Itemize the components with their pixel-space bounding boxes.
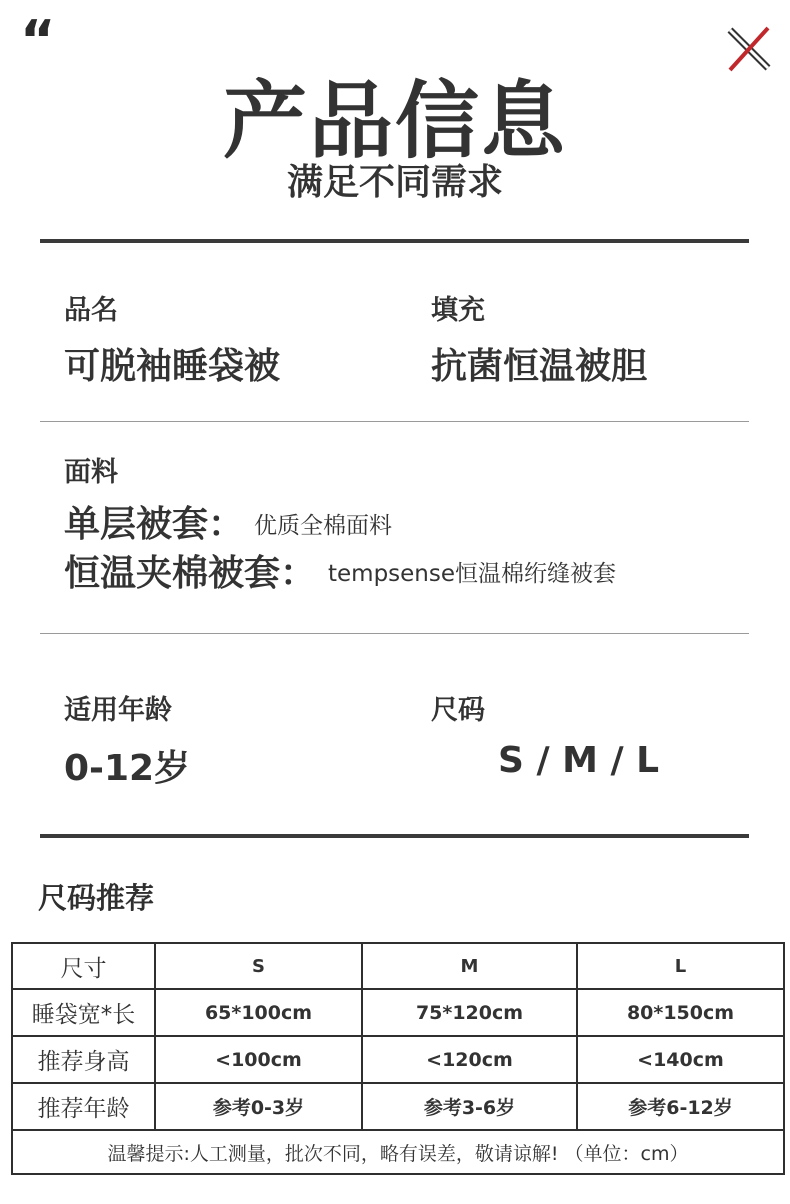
table-cell: 参考0-3岁 xyxy=(155,1083,362,1130)
size-table xyxy=(11,942,785,1175)
fabric-item-key: 恒温夹棉被套： xyxy=(64,553,317,594)
table-row-label: 睡袋宽*长 xyxy=(12,989,155,1036)
table-cell: 65*100cm xyxy=(155,989,362,1036)
table-row xyxy=(12,1083,784,1130)
table-header-cell: M xyxy=(362,943,577,989)
table-cell: <140cm xyxy=(577,1036,784,1083)
fabric-item-key: 单层被套： xyxy=(64,504,245,545)
table-note-row xyxy=(12,1130,784,1174)
table-cell: 75*120cm xyxy=(362,989,577,1036)
table-row-label: 推荐年龄 xyxy=(12,1083,155,1130)
table-row xyxy=(12,1036,784,1083)
table-header-row xyxy=(12,943,784,989)
section-divider xyxy=(40,239,749,243)
age-value: 0-12岁 xyxy=(64,748,191,789)
table-cell: 参考6-12岁 xyxy=(577,1083,784,1130)
page-title: 产品信息 xyxy=(222,72,567,170)
section-divider xyxy=(40,834,749,838)
table-cell: 参考3-6岁 xyxy=(362,1083,577,1130)
size-note: 温馨提示:人工测量，批次不同，略有误差，敬请谅解! （单位：cm） xyxy=(12,1130,784,1174)
quote-mark-decoration: “ xyxy=(20,9,56,72)
table-row xyxy=(12,989,784,1036)
fabric-item-value: 优质全棉面料 xyxy=(254,513,392,539)
fabric-item-value: tempsense恒温棉绗缝被套 xyxy=(328,561,617,587)
size-label: 尺码 xyxy=(431,695,485,726)
fill-label: 填充 xyxy=(431,295,485,326)
product-name-label: 品名 xyxy=(64,295,118,326)
fill-value: 抗菌恒温被胆 xyxy=(431,346,648,387)
section-divider xyxy=(40,633,749,634)
table-cell: <100cm xyxy=(155,1036,362,1083)
table-cell: 80*150cm xyxy=(577,989,784,1036)
table-header-cell: L xyxy=(577,943,784,989)
page-subtitle: 满足不同需求 xyxy=(286,162,503,203)
table-cell: <120cm xyxy=(362,1036,577,1083)
table-header-cell: 尺寸 xyxy=(12,943,155,989)
fabric-label: 面料 xyxy=(64,457,118,488)
table-row-label: 推荐身高 xyxy=(12,1036,155,1083)
table-header-cell: S xyxy=(155,943,362,989)
size-guide-title: 尺码推荐 xyxy=(38,881,155,915)
product-name-value: 可脱袖睡袋被 xyxy=(64,346,281,387)
section-divider xyxy=(40,421,749,422)
size-value: S / M / L xyxy=(498,740,660,781)
age-label: 适用年龄 xyxy=(64,695,172,726)
